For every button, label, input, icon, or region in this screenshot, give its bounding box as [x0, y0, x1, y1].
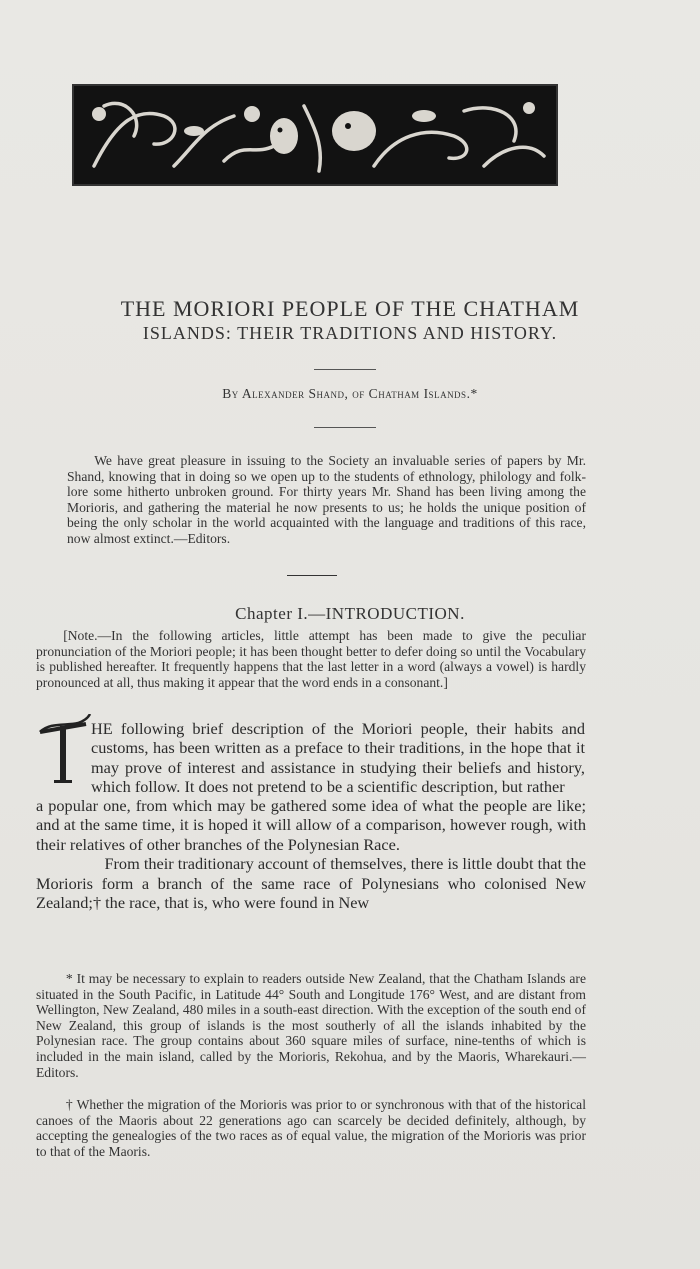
chapter-heading: Chapter I.—INTRODUCTION. — [235, 604, 465, 623]
body-paragraph-2: From their traditionary account of themselves, there is little doubt that the Morioris form a branch of the same race of Polynesians who colonised New Zealand;† the race, that is, who were found in New — [36, 854, 586, 913]
footnote-dagger: † Whether the migration of the Morioris was prior to or synchronous with that of the historical canoes of the Maoris about 22 generations ago can scarcely be decided definitely, although, by accepting the genealogies of the two races as of equal value, the migration of the Morioris was prior to that of the Maoris. — [36, 1097, 586, 1159]
article-title-line-1: THE MORIORI PEOPLE OF THE CHATHAM — [120, 296, 580, 321]
section-divider — [287, 575, 337, 576]
body-opening-paragraph: HE following brief description of the Moriori people, their habits and customs, has been written as a preface to their traditions, in the hope that it may prove of interest and assistance in studying their beliefs and history, which follow. It does not pretend to be a scientific description, but rather — [91, 719, 585, 797]
article-title-line-2: ISLANDS: THEIR TRADITIONS AND HISTORY. — [142, 323, 558, 343]
footnote-asterisk: * It may be necessary to explain to readers outside New Zealand, that the Chatham Islands are situated in the South Pacific, in Latitude 44° South and Longitude 176° West, and are distant from Wellington, New Zealand, 480 miles in a south-east direction. With the exception of the south end of New Zealand, this group of islands is the most southerly of all the islands inhabited by the Polynesian race. The group contains about 360 square miles of surface, nine-tenths of which is included in the main island, called by the Morioris, Rekohua, and by the Maoris, Wharekauri.—Editors. — [36, 971, 586, 1080]
pronunciation-note: [Note.—In the following articles, little attempt has been made to give the peculiar pronunciation of the Moriori people; it has been thought better to defer doing so until the Vocabulary is published hereafter. It frequently happens that the last letter in a word (always a vowel) is hardly pronounced at all, thus making it appear that the word ends in a consonant.] — [36, 628, 586, 690]
ornamental-headpiece — [72, 84, 558, 186]
body-continuation — [36, 796, 586, 912]
editors-introduction: We have great pleasure in issuing to the Society an invaluable series of papers by Mr. Shand, knowing that in doing so we open up to the students of ethnology, philology and folk-lore some hitherto unbroken ground. For thirty years Mr. Shand has been living among the Morioris, and gathering the material he now presents to us; he holds the unique position of being the only scholar in the world acquainted with the language and traditions of this race, now almost extinct.—Editors. — [67, 453, 586, 546]
drop-cap-t — [36, 714, 92, 784]
body-paragraph-1-end: a popular one, from which may be gathered some idea of what the people are like; and at the same time, it is hoped it will allow of a comparison, however rough, with their relatives of other branches of the Polynesian Race. — [36, 796, 586, 854]
byline-divider — [314, 427, 376, 428]
author-byline: By Alexander Shand, of Chatham Islands.* — [222, 386, 478, 401]
title-divider — [314, 369, 376, 370]
